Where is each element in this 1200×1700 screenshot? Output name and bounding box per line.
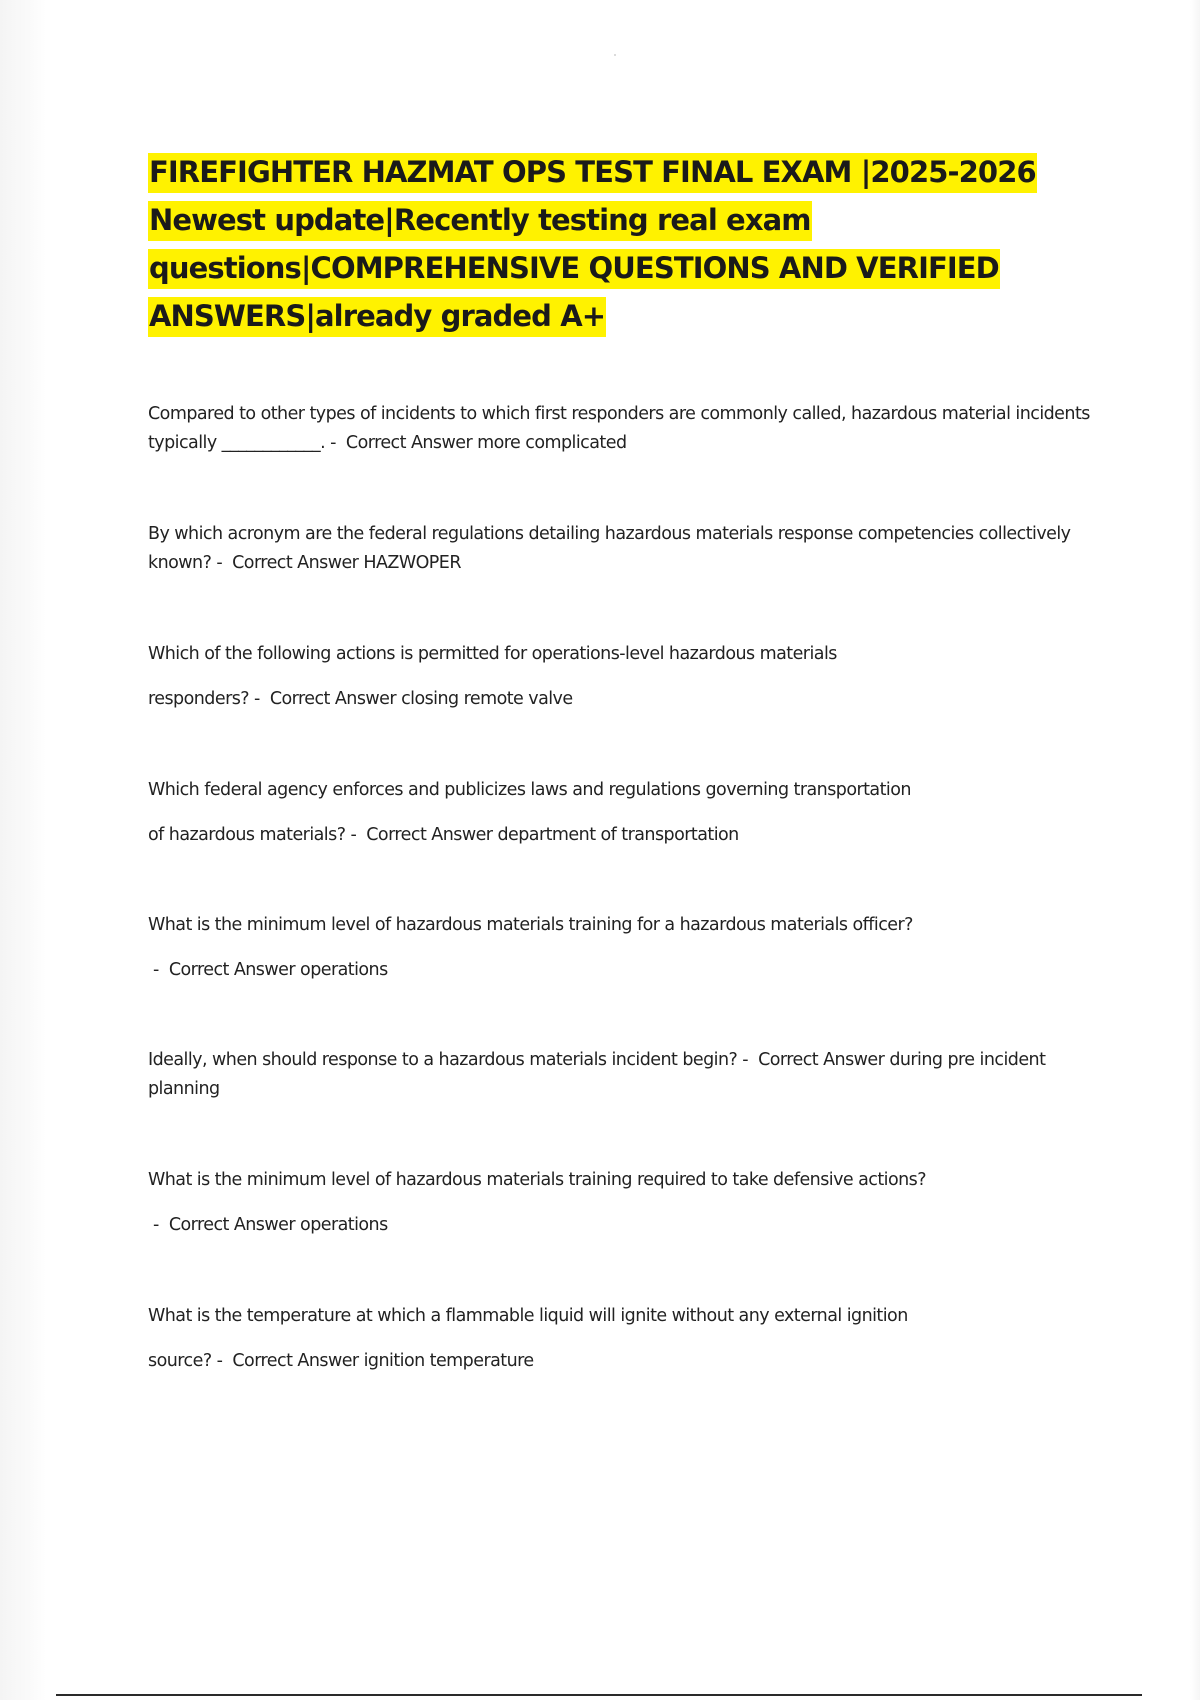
question-text: Compared to other types of incidents to which first responders are commonly called, hazardous material incidents typically ____________.	[148, 404, 1090, 453]
answer-label: Correct Answer	[345, 433, 473, 453]
qa-item-2	[148, 520, 1098, 578]
answer-label: Correct Answer	[168, 960, 296, 980]
answer-text: department of transportation	[497, 825, 739, 845]
question-text: Which of the following actions is permitted for operations-level hazardous materials responders?	[148, 644, 837, 709]
separator: -	[148, 960, 169, 980]
separator: -	[737, 1050, 759, 1070]
question-text: Which federal agency enforces and publicizes laws and regulations governing transportation of hazardous materials?	[148, 780, 911, 845]
answer-text: more complicated	[477, 433, 627, 453]
answer-text: HAZWOPER	[363, 553, 461, 573]
answer-text: ignition temperature	[363, 1351, 534, 1371]
qa-item-1	[148, 400, 1098, 458]
separator: -	[148, 1215, 169, 1235]
qa-item-4	[148, 768, 928, 858]
qa-item-6	[148, 1046, 1098, 1104]
answer-label: Correct Answer	[232, 1351, 359, 1371]
answer-label: Correct Answer	[269, 689, 397, 709]
qa-item-3	[148, 632, 928, 722]
answer-text: operations	[300, 1215, 388, 1235]
question-text: What is the minimum level of hazardous materials training for a hazardous materials officer?	[148, 915, 913, 935]
question-text: Ideally, when should response to a hazardous materials incident begin?	[148, 1050, 738, 1070]
answer-label: Correct Answer	[168, 1215, 296, 1235]
separator: -	[325, 433, 346, 453]
answer-label: Correct Answer	[758, 1050, 885, 1070]
answer-label: Correct Answer	[232, 553, 359, 573]
scan-edge-shadow-right	[1190, 0, 1200, 1700]
separator: -	[211, 1351, 233, 1371]
answer-text: operations	[300, 960, 388, 980]
question-text: By which acronym are the federal regulations detailing hazardous materials response competencies collectively known?	[148, 524, 1071, 573]
separator: -	[249, 689, 270, 709]
qa-item-7	[148, 1158, 928, 1248]
question-text: What is the minimum level of hazardous materials training required to take defensive actions?	[148, 1170, 926, 1190]
question-text: What is the temperature at which a flammable liquid will ignite without any external ignition source?	[148, 1306, 908, 1371]
qa-item-8	[148, 1294, 928, 1384]
document-title	[148, 148, 1048, 340]
scan-edge-shadow	[0, 0, 46, 1700]
answer-text: closing remote valve	[401, 689, 573, 709]
bottom-border-line	[56, 1694, 1142, 1696]
scan-speck	[614, 54, 616, 56]
title-highlight: FIREFIGHTER HAZMAT OPS TEST FINAL EXAM |2025-2026 Newest update|Recently testing real exam questions|COMPREHENSIVE QUESTIONS AND VERIFIED ANSWERS|already graded A+	[148, 153, 1037, 337]
answer-label: Correct Answer	[366, 825, 493, 845]
separator: -	[211, 553, 233, 573]
separator: -	[345, 825, 367, 845]
qa-item-5	[148, 903, 928, 993]
answer-text: during pre incident planning	[148, 1050, 1046, 1099]
